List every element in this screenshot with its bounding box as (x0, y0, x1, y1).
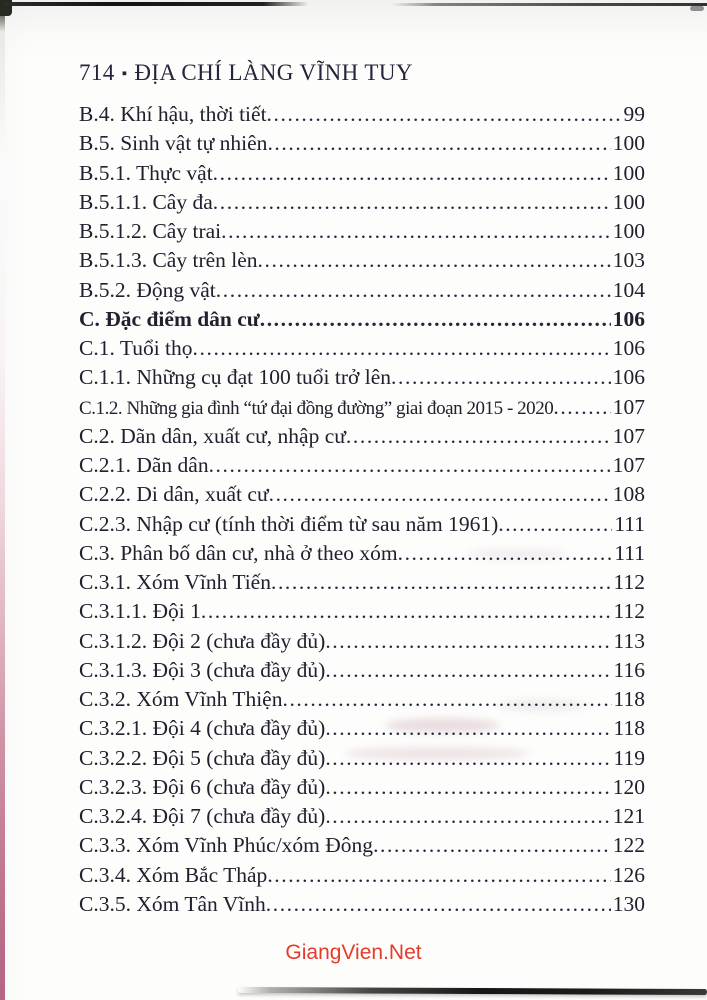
toc-entry-page: 116 (613, 657, 645, 682)
dot-leader (325, 627, 611, 656)
toc-entry (79, 363, 645, 392)
scan-edge-left (0, 0, 5, 1000)
toc-entry-label: C.3.1.1. Đội 1 (79, 599, 201, 624)
dot-leader (346, 422, 611, 451)
dot-leader (266, 890, 611, 919)
toc-entry (79, 627, 645, 656)
toc-entry (79, 685, 645, 714)
toc-entry-label: B.5.1.1. Cây đa (79, 189, 213, 214)
toc-entry-label: B.5.1. Thực vật (79, 160, 213, 185)
toc-entry-page: 104 (612, 277, 645, 302)
running-header (79, 60, 413, 86)
dot-leader (553, 393, 610, 422)
toc-entry-page: 130 (612, 891, 645, 916)
dot-leader (267, 100, 622, 129)
toc-entry-page: 107 (612, 394, 645, 419)
toc-entry-label: C.3.3. Xóm Vĩnh Phúc/xóm Đông (79, 833, 374, 858)
toc-entry-page: 118 (613, 716, 645, 741)
toc-entry-label: C.1.1. Những cụ đạt 100 tuổi trở lên (79, 365, 392, 390)
toc-entry-label: C.3.2.4. Đội 7 (chưa đầy đủ) (79, 804, 326, 828)
scan-edge-top-left-segment (3, 2, 309, 6)
dot-leader (213, 159, 611, 188)
toc-entry-label: C. Đặc điểm dân cư (79, 306, 260, 331)
toc-entry-label: B.5.2. Động vật (79, 277, 216, 302)
dot-leader (267, 861, 610, 890)
toc-entry-label: B.5. Sinh vật tự nhiên (79, 131, 268, 156)
dot-leader (201, 597, 612, 626)
dot-leader (498, 510, 612, 539)
toc-entry-label: B.4. Khí hậu, thời tiết (79, 102, 267, 126)
toc-entry-page: 100 (612, 219, 645, 243)
scan-edge-top-mark (690, 6, 704, 11)
dot-leader (221, 217, 611, 246)
toc-entry-page: 118 (613, 687, 645, 711)
toc-entry-label: C.1. Tuổi thọ (79, 336, 193, 360)
toc-entry-page: 112 (613, 570, 645, 594)
toc-entry-page: 113 (613, 628, 645, 653)
toc-entry-label: C.2.1. Dãn dân (79, 453, 209, 477)
toc-entry-page: 112 (613, 599, 645, 624)
toc-entry (79, 890, 645, 919)
toc-entry (79, 714, 645, 743)
toc-entry-page: 106 (612, 336, 645, 360)
toc-entry (79, 744, 645, 773)
toc-entry-page: 111 (614, 540, 645, 565)
toc-entry (79, 276, 645, 305)
toc-entry (79, 831, 645, 860)
toc-entry (79, 100, 645, 129)
dot-leader (325, 744, 611, 773)
toc-entry (79, 246, 645, 275)
toc-entry (79, 539, 645, 568)
toc-entry-label: C.3.1.2. Đội 2 (chưa đầy đủ) (79, 628, 326, 653)
dot-leader (325, 656, 611, 685)
toc-entry (79, 802, 645, 831)
toc-entry (79, 188, 645, 217)
dot-leader (260, 305, 611, 334)
watermark-text: GiangVien.Net (285, 941, 422, 964)
toc-entry-label: C.3.2. Xóm Vĩnh Thiện (79, 687, 283, 711)
toc-entry (79, 159, 645, 188)
toc-entry-page: 111 (614, 511, 645, 536)
toc-entry-label: C.2.2. Di dân, xuất cư (79, 482, 269, 507)
toc-entry-page: 107 (612, 453, 645, 477)
toc-entry-page: 126 (612, 862, 645, 887)
toc-entry-label: C.3.2.2. Đội 5 (chưa đầy đủ) (79, 745, 326, 770)
toc-entry-page: 106 (612, 365, 645, 390)
toc-entry (79, 393, 645, 422)
toc-entry (79, 480, 645, 509)
toc-entry (79, 217, 645, 246)
toc-entry-page: 100 (612, 189, 645, 214)
toc-entry-label: C.3. Phân bố dân cư, nhà ở theo xóm (79, 540, 398, 565)
scan-edge-bottom (238, 987, 707, 995)
toc-entry-label: C.1.2. Những gia đình “tứ đại đồng đường” giai đoạn 2015 - 2020 (79, 397, 554, 419)
dot-leader (193, 334, 611, 363)
toc-entry-label: C.3.2.3. Đội 6 (chưa đầy đủ) (79, 774, 326, 799)
toc-entry-label: C.2. Dãn dân, xuất cư, nhập cư (79, 423, 346, 448)
toc-entry-label: C.3.1. Xóm Vĩnh Tiến (79, 570, 271, 594)
toc-entry (79, 451, 645, 480)
dot-leader (325, 714, 611, 743)
dot-leader (267, 129, 610, 158)
dot-leader (216, 276, 611, 305)
toc-entry-page: 121 (612, 804, 645, 828)
dot-leader (373, 831, 611, 860)
toc-entry (79, 129, 645, 158)
dot-leader (271, 568, 612, 597)
dot-leader (213, 188, 611, 217)
toc-entry-page: 108 (612, 482, 645, 507)
toc-entry-label: C.3.5. Xóm Tân Vĩnh (79, 891, 266, 916)
toc-entry (79, 422, 645, 451)
toc-entry-label: C.3.2.1. Đội 4 (chưa đầy đủ) (79, 716, 326, 741)
toc-entry (79, 334, 645, 363)
dot-leader (282, 685, 611, 714)
dot-leader (325, 802, 610, 831)
square-bullet-separator: ▪ (121, 66, 128, 82)
toc-entry-page: 100 (612, 131, 645, 156)
scan-edge-top-right-segment (392, 3, 707, 6)
toc-entry-page: 122 (612, 833, 645, 858)
page-number: 714 (79, 60, 115, 85)
toc-entry (79, 773, 645, 802)
toc-entry-label: C.3.1.3. Đội 3 (chưa đầy đủ) (79, 657, 326, 682)
toc-entry (79, 861, 645, 890)
toc-entry-label: C.3.4. Xóm Bắc Tháp (79, 862, 268, 887)
toc-entry-page: 107 (612, 423, 645, 448)
toc-entry (79, 305, 645, 334)
toc-entry-label: B.5.1.2. Cây trai (79, 219, 222, 243)
toc-entry-label: B.5.1.3. Cây trên lèn (79, 248, 258, 273)
toc-entry-page: 100 (612, 160, 645, 185)
dot-leader (398, 539, 613, 568)
dot-leader (269, 480, 611, 509)
toc-entry-page: 99 (623, 102, 645, 126)
toc-entry (79, 597, 645, 626)
table-of-contents (79, 100, 645, 919)
toc-entry (79, 510, 645, 539)
toc-entry-label: C.2.3. Nhập cư (tính thời điểm từ sau năm 1961) (79, 511, 499, 536)
toc-entry-page: 119 (613, 745, 645, 770)
dot-leader (258, 246, 611, 275)
dot-leader (325, 773, 610, 802)
toc-entry (79, 656, 645, 685)
toc-entry-page: 103 (612, 248, 645, 273)
toc-entry (79, 568, 645, 597)
dot-leader (391, 363, 611, 392)
toc-entry-page: 106 (612, 306, 645, 331)
dot-leader (209, 451, 611, 480)
book-title: ĐỊA CHÍ LÀNG VĨNH TUY (134, 60, 413, 85)
toc-entry-page: 120 (612, 774, 645, 799)
